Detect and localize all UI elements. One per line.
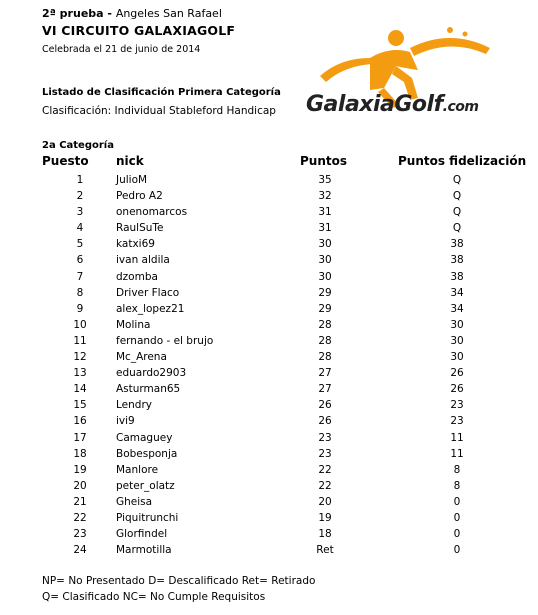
nick-cell: Driver Flaco xyxy=(116,286,180,299)
loyalty-points-cell: 34 xyxy=(450,302,464,315)
position-cell: 12 xyxy=(73,351,87,364)
points-cell: 27 xyxy=(318,383,332,396)
table-row xyxy=(0,285,538,301)
points-cell: 22 xyxy=(318,463,332,476)
position-cell: 10 xyxy=(73,318,87,331)
loyalty-points-cell: 38 xyxy=(450,270,464,283)
nick-cell: Marmotilla xyxy=(116,544,172,557)
position-cell: 11 xyxy=(73,334,87,347)
nick-cell: Camaguey xyxy=(116,431,173,444)
table-row xyxy=(0,446,538,462)
position-cell: 7 xyxy=(76,270,84,283)
points-cell: 28 xyxy=(318,351,332,364)
loyalty-points-cell: 8 xyxy=(453,463,461,476)
table-row xyxy=(0,494,538,510)
position-cell: 4 xyxy=(76,222,84,235)
loyalty-points-cell: Q xyxy=(452,174,462,186)
position-cell: 1 xyxy=(76,174,84,186)
position-cell: 3 xyxy=(76,206,84,219)
classification-type: Clasificación: Individual Stableford Handicap xyxy=(42,105,276,117)
results-table xyxy=(0,172,538,558)
position-cell: 23 xyxy=(73,528,87,541)
loyalty-points-cell: 34 xyxy=(450,286,464,299)
points-cell: 35 xyxy=(318,174,332,186)
table-row xyxy=(0,510,538,526)
points-cell: 28 xyxy=(318,318,332,331)
loyalty-points-cell: 23 xyxy=(450,415,464,428)
nick-cell: Pedro A2 xyxy=(116,190,163,203)
column-header-position: Puesto xyxy=(42,154,89,168)
table-row xyxy=(0,381,538,397)
points-cell: 26 xyxy=(318,399,332,412)
column-header-nick: nick xyxy=(116,154,144,168)
table-row xyxy=(0,220,538,236)
loyalty-points-cell: 26 xyxy=(450,367,464,380)
logo-wordmark-main: GalaxiaGolf xyxy=(306,92,443,117)
nick-cell: dzomba xyxy=(116,270,158,283)
nick-cell: eduardo2903 xyxy=(116,367,187,380)
loyalty-points-cell: 0 xyxy=(453,495,461,508)
position-cell: 13 xyxy=(73,367,87,380)
points-cell: 19 xyxy=(318,511,332,524)
table-row xyxy=(0,542,538,558)
loyalty-points-cell: 26 xyxy=(450,383,464,396)
table-row xyxy=(0,204,538,220)
position-cell: 22 xyxy=(73,511,87,524)
points-cell: 26 xyxy=(318,415,332,428)
position-cell: 15 xyxy=(73,399,87,412)
table-row xyxy=(0,252,538,268)
loyalty-points-cell: 11 xyxy=(450,447,464,460)
nick-cell: Molina xyxy=(116,318,151,331)
legend-line-2: Q= Clasificado NC= No Cumple Requisitos xyxy=(42,591,266,603)
table-row xyxy=(0,397,538,413)
table-row xyxy=(0,236,538,252)
loyalty-points-cell: 38 xyxy=(450,254,464,267)
event-date: Celebrada el 21 de junio de 2014 xyxy=(42,44,201,55)
loyalty-points-cell: 8 xyxy=(453,479,461,492)
table-row xyxy=(0,413,538,429)
legend-line-1: NP= No Presentado D= Descalificado Ret= Retirado xyxy=(42,575,316,587)
nick-cell: Manlore xyxy=(116,463,159,476)
loyalty-points-cell: Q xyxy=(452,206,462,219)
nick-cell: katxi69 xyxy=(116,238,155,251)
position-cell: 17 xyxy=(73,431,87,444)
loyalty-points-cell: 23 xyxy=(450,399,464,412)
points-cell: 22 xyxy=(318,479,332,492)
position-cell: 9 xyxy=(76,302,84,315)
points-cell: 18 xyxy=(318,528,332,541)
table-row xyxy=(0,333,538,349)
nick-cell: RaulSuTe xyxy=(116,222,164,235)
loyalty-points-cell: Q xyxy=(452,190,462,203)
nick-cell: peter_olatz xyxy=(116,479,175,492)
listing-title: Listado de Clasificación Primera Categoría xyxy=(42,87,281,98)
loyalty-points-cell: 0 xyxy=(453,528,461,541)
nick-cell: Bobesponja xyxy=(116,447,178,460)
nick-cell: JulioM xyxy=(116,174,148,186)
position-cell: 18 xyxy=(73,447,87,460)
position-cell: 8 xyxy=(76,286,84,299)
position-cell: 21 xyxy=(73,495,87,508)
nick-cell: Gheisa xyxy=(116,495,153,508)
nick-cell: Piquitrunchi xyxy=(116,511,179,524)
category-title: 2a Categoría xyxy=(42,140,114,151)
nick-cell: fernando - el brujo xyxy=(116,334,214,347)
points-cell: 23 xyxy=(318,447,332,460)
points-cell: 30 xyxy=(318,254,332,267)
table-row xyxy=(0,269,538,285)
position-cell: 2 xyxy=(76,190,84,203)
position-cell: 20 xyxy=(73,479,87,492)
points-cell: 29 xyxy=(318,286,332,299)
position-cell: 24 xyxy=(73,544,87,557)
table-row xyxy=(0,349,538,365)
points-cell: 31 xyxy=(318,206,332,219)
points-cell: 20 xyxy=(318,495,332,508)
column-header-points: Puntos xyxy=(300,154,348,168)
loyalty-points-cell: 0 xyxy=(453,544,461,557)
position-cell: 14 xyxy=(73,383,87,396)
table-row xyxy=(0,526,538,542)
position-cell: 16 xyxy=(73,415,87,428)
table-row xyxy=(0,317,538,333)
event-stage xyxy=(42,7,222,20)
points-cell: 27 xyxy=(318,367,332,380)
position-cell: 6 xyxy=(76,254,84,267)
loyalty-points-cell: 30 xyxy=(450,334,464,347)
points-cell: 29 xyxy=(318,302,332,315)
table-header xyxy=(0,154,538,172)
loyalty-points-cell: 38 xyxy=(450,238,464,251)
position-cell: 19 xyxy=(73,463,87,476)
nick-cell: onenomarcos xyxy=(116,206,188,219)
event-stage-number: 2ª prueba - xyxy=(42,7,116,20)
logo-wordmark xyxy=(306,92,478,117)
points-cell: 30 xyxy=(318,238,332,251)
loyalty-points-cell: 11 xyxy=(450,431,464,444)
table-row xyxy=(0,301,538,317)
loyalty-points-cell: 30 xyxy=(450,318,464,331)
nick-cell: ivan aldila xyxy=(116,254,170,267)
loyalty-points-cell: Q xyxy=(452,222,462,235)
circuit-title: VI CIRCUITO GALAXIAGOLF xyxy=(42,23,236,38)
table-row xyxy=(0,172,538,188)
nick-cell: Mc_Arena xyxy=(116,351,167,364)
logo-wordmark-suffix: .com xyxy=(442,99,479,115)
loyalty-points-cell: 0 xyxy=(453,511,461,524)
table-row xyxy=(0,478,538,494)
table-row xyxy=(0,462,538,478)
nick-cell: alex_lopez21 xyxy=(116,302,185,315)
loyalty-points-cell: 30 xyxy=(450,351,464,364)
nick-cell: Glorfindel xyxy=(116,528,168,541)
position-cell: 5 xyxy=(76,238,84,251)
points-cell: Ret xyxy=(316,544,334,557)
points-cell: 31 xyxy=(318,222,332,235)
table-row xyxy=(0,430,538,446)
nick-cell: ivi9 xyxy=(116,415,135,428)
points-cell: 23 xyxy=(318,431,332,444)
event-venue: Angeles San Rafael xyxy=(115,7,222,20)
points-cell: 30 xyxy=(318,270,332,283)
table-row xyxy=(0,188,538,204)
nick-cell: Asturman65 xyxy=(116,383,181,396)
column-header-loyalty-points: Puntos fidelización xyxy=(398,154,527,168)
table-row xyxy=(0,365,538,381)
points-cell: 32 xyxy=(318,190,332,203)
nick-cell: Lendry xyxy=(116,399,152,412)
points-cell: 28 xyxy=(318,334,332,347)
